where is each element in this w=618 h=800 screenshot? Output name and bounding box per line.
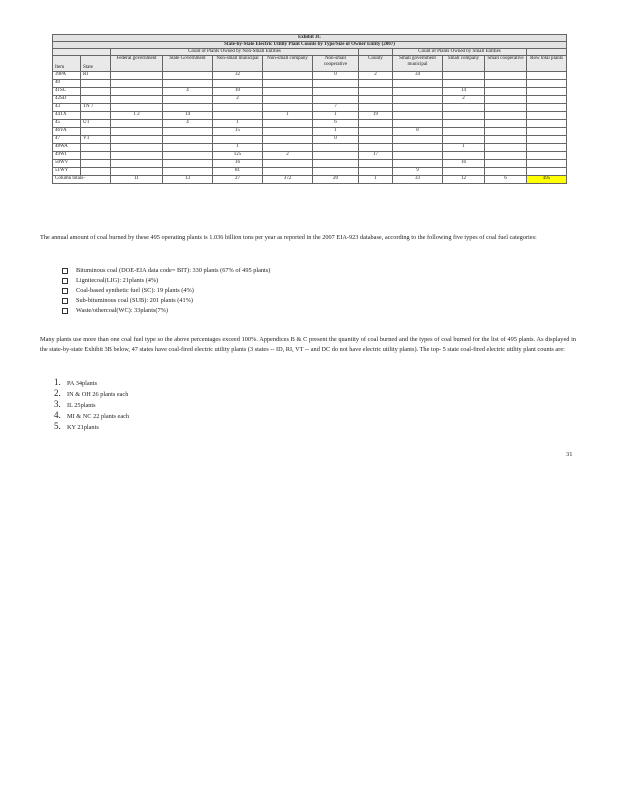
table-cell — [81, 88, 111, 96]
table-cell — [213, 112, 263, 120]
table-cell: 44TX — [53, 112, 81, 120]
table-cell — [527, 72, 567, 80]
checkbox-bullet-icon — [62, 308, 68, 314]
checkbox-bullet-icon — [62, 298, 68, 304]
list-item: Coal-based synthetic fuel (SC): 19 plants (4%) — [62, 286, 270, 296]
total-cell: 27 — [213, 176, 263, 184]
table-cell — [263, 136, 313, 144]
table-cell — [443, 112, 485, 120]
table-cell: 7 — [313, 104, 359, 112]
table-cell — [81, 168, 111, 176]
table-cell: 1 — [313, 112, 359, 120]
page-number: 31 — [566, 451, 573, 458]
checkbox-bullet-icon — [62, 288, 68, 294]
table-cell: 1 — [313, 128, 359, 136]
table-cell — [263, 88, 313, 96]
table-cell — [81, 152, 111, 160]
table-row — [53, 152, 567, 160]
table-row — [53, 160, 567, 168]
table-subtitle: State-by-State Electric Utility Plant Counts by Type/Size of Owner Entity (2007) — [53, 42, 567, 49]
totals-label: Column totals- — [53, 176, 111, 184]
table-cell — [313, 144, 359, 152]
table-cell — [81, 160, 111, 168]
table-cell — [163, 128, 213, 136]
table-cell — [393, 96, 443, 104]
table-cell — [359, 144, 393, 152]
table-cell — [163, 80, 213, 88]
table-cell: TN 7 — [81, 104, 111, 112]
coal-type-list — [62, 266, 270, 316]
table-row — [53, 128, 567, 136]
table-cell — [163, 96, 213, 104]
table-cell: 0 — [313, 136, 359, 144]
column-header: Small government municipal — [393, 56, 443, 72]
table-cell — [213, 104, 263, 112]
table-cell — [527, 120, 567, 128]
table-cell — [111, 136, 163, 144]
table-cell — [527, 88, 567, 96]
table-row — [53, 80, 567, 88]
table-cell — [485, 120, 527, 128]
table-row — [53, 144, 567, 152]
table-cell — [263, 128, 313, 136]
table-row — [53, 112, 567, 120]
table-cell: 2 — [263, 152, 313, 160]
column-header: Federal government — [111, 56, 163, 72]
list-item: Sub-bituminous coal (SUB): 201 plants (41%) — [62, 296, 270, 306]
table-cell: 14 — [163, 112, 213, 120]
table-cell — [163, 72, 213, 80]
table-cell — [163, 136, 213, 144]
table-cell — [359, 160, 393, 168]
group-header-non-small: Count of Plants Owned by Non-Small Entities — [111, 49, 359, 56]
table-cell — [111, 128, 163, 136]
top-states-list — [54, 377, 129, 432]
table-cell — [263, 160, 313, 168]
table-row — [53, 104, 567, 112]
table-cell — [485, 96, 527, 104]
table-cell: 1 — [443, 144, 485, 152]
table-cell — [359, 128, 393, 136]
table-cell: 4 — [163, 88, 213, 96]
table-cell: 48WA — [53, 144, 81, 152]
table-row — [53, 168, 567, 176]
column-header: Small cooperative — [485, 56, 527, 72]
table-cell — [81, 128, 111, 136]
table-cell: 16 — [443, 160, 485, 168]
table-cell — [527, 96, 567, 104]
table-cell — [485, 136, 527, 144]
column-header: Row total plants — [527, 56, 567, 72]
table-cell: 34 — [393, 72, 443, 80]
table-cell: 4 — [163, 120, 213, 128]
table-cell — [81, 144, 111, 152]
table-cell — [527, 104, 567, 112]
table-cell: VT — [81, 136, 111, 144]
table-cell — [443, 72, 485, 80]
table-cell: 2 — [359, 72, 393, 80]
table-row — [53, 72, 567, 80]
table-cell — [485, 160, 527, 168]
table-cell: 1 2 — [111, 112, 163, 120]
table-cell — [393, 144, 443, 152]
table-cell: 1 — [213, 120, 263, 128]
table-cell — [263, 120, 313, 128]
column-header: Item — [53, 56, 81, 72]
list-item: 3. IL 25plants — [54, 399, 96, 409]
table-cell: UT — [81, 120, 111, 128]
table-cell — [485, 88, 527, 96]
table-cell: 8 — [393, 128, 443, 136]
table-cell: 40 — [53, 80, 81, 88]
table-title: Exhibit 3C — [53, 35, 567, 42]
table-row — [53, 120, 567, 128]
intro-paragraph: The annual amount of coal burned by these 495 operating plants is 1.036 billion tons per year as reported in the 2007 EIA-923 database, according to the following five types of coal fuel categories: — [40, 234, 537, 241]
group-header-small: Count of Plants Owned by Small Entities — [393, 49, 527, 56]
table-cell: 50WV — [53, 160, 81, 168]
table-cell — [485, 112, 527, 120]
table-cell — [393, 120, 443, 128]
list-item: 1. PA 34plants — [54, 377, 98, 387]
total-cell: 13 — [163, 176, 213, 184]
table-cell — [263, 80, 313, 88]
table-cell — [485, 168, 527, 176]
table-cell — [527, 112, 567, 120]
table-cell: 1 — [263, 112, 313, 120]
table-cell: 2 — [443, 96, 485, 104]
table-cell — [443, 104, 485, 112]
exhibit-3c-table — [52, 34, 567, 184]
table-cell: 9 — [393, 168, 443, 176]
table-cell — [527, 128, 567, 136]
table-cell — [81, 96, 111, 104]
table-cell: 15 — [213, 128, 263, 136]
table-cell — [359, 136, 393, 144]
table-cell — [443, 168, 485, 176]
checkbox-bullet-icon — [62, 278, 68, 284]
list-item: 4. MI & NC 22 plants each — [54, 410, 130, 420]
analysis-paragraph: Many plants use more than one coal fuel type so the above percentages exceed 100%. Appendices B & C present the quantity of coal burned and the types of coal burned for the list of 495 plants. As displayed in the state-by-state Exhibit 3B below, 47 states have coal-fired electric utility plants (3 states -- ID, RI, VT -- and DC do not have electric utility plants). The top- 5 state coal-fired electric utility plant counts are: — [40, 336, 576, 353]
table-cell — [443, 128, 485, 136]
table-cell — [111, 168, 163, 176]
table-cell — [111, 144, 163, 152]
table-cell — [393, 104, 443, 112]
list-item: Bituminous coal (DOE-EIA data code= BIT): 330 plants (67% of 495 plants) — [62, 266, 270, 276]
table-cell — [443, 120, 485, 128]
table-cell: 14 — [443, 88, 485, 96]
table-cell: 47 — [53, 136, 81, 144]
table-cell — [263, 72, 313, 80]
table-cell — [527, 80, 567, 88]
table-cell: 51WY — [53, 168, 81, 176]
table-cell — [163, 152, 213, 160]
column-header: State — [81, 56, 111, 72]
column-header: Non-small cooperative — [313, 56, 359, 72]
table-cell — [443, 80, 485, 88]
table-cell: 19 — [359, 112, 393, 120]
table-cell — [263, 168, 313, 176]
total-cell: 6 — [485, 176, 527, 184]
table-cell — [485, 80, 527, 88]
table-cell: 43 — [53, 104, 81, 112]
table-cell — [393, 88, 443, 96]
table-cell — [111, 152, 163, 160]
table-cell: 46VA — [53, 128, 81, 136]
table-cell — [111, 72, 163, 80]
table-cell: 41SC — [53, 88, 81, 96]
table-cell: 45 — [53, 120, 81, 128]
table-cell — [81, 112, 111, 120]
table-cell — [213, 80, 263, 88]
table-cell — [393, 80, 443, 88]
table-row — [53, 136, 567, 144]
column-header: Non-small company — [263, 56, 313, 72]
table-cell — [163, 144, 213, 152]
table-cell — [527, 144, 567, 152]
column-header: State Government — [163, 56, 213, 72]
table-cell — [527, 152, 567, 160]
table-cell: 2 — [213, 96, 263, 104]
table-row — [53, 96, 567, 104]
table-cell: 125 — [213, 152, 263, 160]
table-cell — [359, 96, 393, 104]
table-cell — [263, 104, 313, 112]
table-cell: 0 — [313, 72, 359, 80]
table-cell — [527, 168, 567, 176]
table-cell — [393, 136, 443, 144]
total-cell: 12 — [443, 176, 485, 184]
list-item: Lignitecoal(LIG): 21plants (4%) — [62, 276, 270, 286]
table-cell — [111, 96, 163, 104]
total-cell: 33 — [393, 176, 443, 184]
table-cell — [443, 152, 485, 160]
table-cell — [81, 80, 111, 88]
table-cell — [313, 96, 359, 104]
table-cell — [313, 160, 359, 168]
table-cell — [163, 160, 213, 168]
table-cell: 17 — [359, 152, 393, 160]
table-cell: 42SD — [53, 96, 81, 104]
totals-row — [53, 176, 567, 184]
list-item: 5. KY 21plants — [54, 421, 99, 431]
table-cell: 10 — [213, 88, 263, 96]
list-item: Waste/othercoal(WC): 33plants(7%) — [62, 306, 270, 316]
table-cell — [111, 80, 163, 88]
checkbox-bullet-icon — [62, 268, 68, 274]
table-cell — [485, 72, 527, 80]
table-cell — [393, 160, 443, 168]
column-header: Small company — [443, 56, 485, 72]
table-cell — [359, 104, 393, 112]
table-cell — [393, 112, 443, 120]
table-cell — [485, 144, 527, 152]
table-cell: 39PA — [53, 72, 81, 80]
column-header: Non-small municipal — [213, 56, 263, 72]
table-cell — [111, 104, 163, 112]
table-cell — [527, 160, 567, 168]
table-body — [53, 72, 567, 176]
table-cell — [527, 136, 567, 144]
table-cell — [111, 88, 163, 96]
table-cell — [359, 168, 393, 176]
table-cell — [359, 88, 393, 96]
table-cell — [485, 104, 527, 112]
table-cell: RI — [81, 72, 111, 80]
table-cell — [313, 80, 359, 88]
table-cell — [485, 152, 527, 160]
table-cell — [213, 136, 263, 144]
table-cell — [263, 144, 313, 152]
list-item: 2. IN & OH 26 plants each — [54, 388, 129, 398]
table-cell — [359, 80, 393, 88]
table-cell: 81 — [213, 168, 263, 176]
table-cell — [313, 168, 359, 176]
table-cell — [485, 128, 527, 136]
grand-total-cell: 495 — [527, 176, 567, 184]
table-cell — [263, 96, 313, 104]
table-cell: 1 — [213, 144, 263, 152]
total-cell: 1 — [359, 176, 393, 184]
table-cell — [313, 152, 359, 160]
table-cell — [163, 104, 213, 112]
column-header: County — [359, 56, 393, 72]
table-cell — [443, 136, 485, 144]
table-cell: 49WI — [53, 152, 81, 160]
table-cell — [359, 120, 393, 128]
table-cell: 32 — [213, 72, 263, 80]
table-cell — [163, 168, 213, 176]
total-cell: 372 — [263, 176, 313, 184]
table-cell — [111, 120, 163, 128]
table-cell — [313, 88, 359, 96]
total-cell: 11 — [111, 176, 163, 184]
table-row — [53, 88, 567, 96]
table-cell: 16 — [213, 160, 263, 168]
table-cell — [393, 152, 443, 160]
table-cell: 6 — [313, 120, 359, 128]
total-cell: 20 — [313, 176, 359, 184]
table-cell — [111, 160, 163, 168]
